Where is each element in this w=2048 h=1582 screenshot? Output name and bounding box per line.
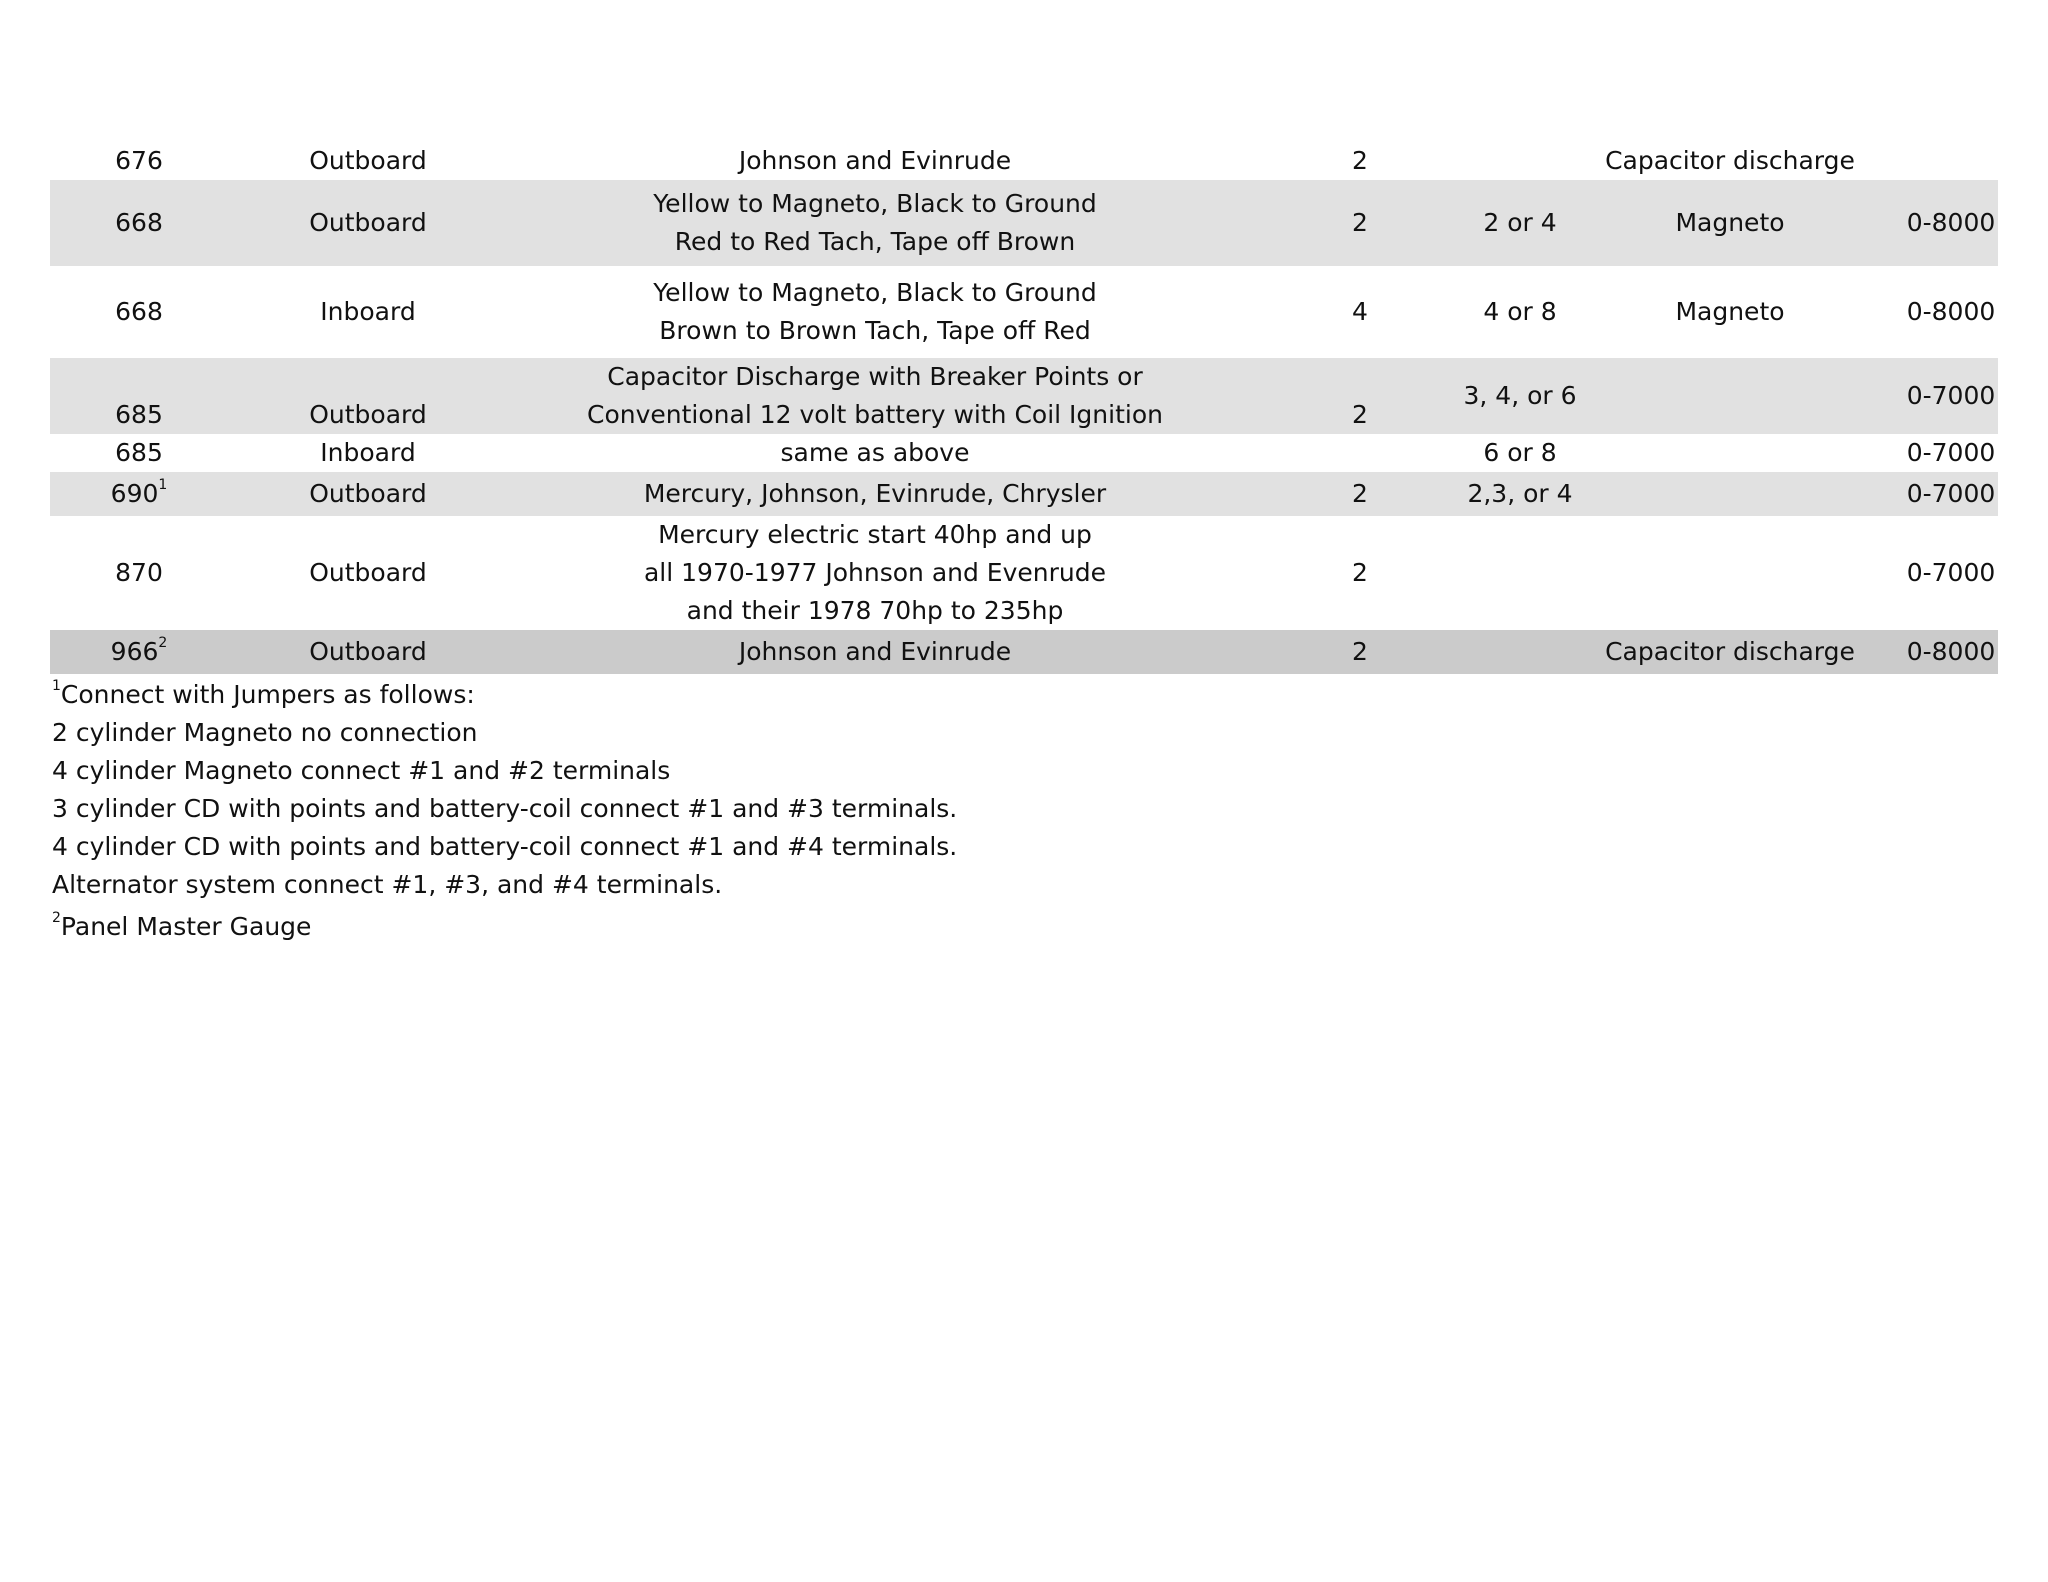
footnote-marker: 2 [52, 909, 61, 926]
model-number: 685 [115, 438, 163, 467]
engine-description: Yellow to Magneto, Black to Ground Brown to Brown Tach, Tape off Red [653, 278, 1097, 345]
table-row [50, 630, 1998, 674]
rpm-range: 0-7000 [1906, 438, 1996, 467]
table-row [50, 358, 1998, 434]
engine-description: Yellow to Magneto, Black to Ground Red to Red Tach, Tape off Brown [653, 189, 1097, 256]
tachometer-table [50, 142, 1998, 674]
stroke-cycle: 2 [1352, 558, 1368, 587]
model-number: 668 [115, 208, 163, 237]
cylinder-count: 4 or 8 [1483, 297, 1557, 326]
model-number: 685 [115, 400, 163, 429]
model-number: 668 [115, 297, 163, 326]
stroke-cycle: 2 [1352, 208, 1368, 237]
model-number: 676 [115, 146, 163, 175]
rpm-range: 0-8000 [1906, 208, 1996, 237]
cylinder-count: 3, 4, or 6 [1463, 381, 1577, 410]
footnote-marker: 2 [158, 634, 168, 651]
stroke-cycle: 2 [1352, 400, 1368, 429]
footnote-jumpers-title: $^1$Connect with Jumpers as follows: [52, 677, 475, 709]
ignition-type: Capacitor discharge [1605, 637, 1855, 666]
mount-type: Outboard [309, 479, 427, 508]
ignition-type: Magneto [1675, 208, 1785, 237]
ignition-type: Magneto [1675, 297, 1785, 326]
footnote-line: 3 cylinder CD with points and battery-coil connect #1 and #3 terminals. [52, 794, 958, 823]
stroke-cycle: 2 [1352, 479, 1368, 508]
engine-description: Mercury electric start 40hp and up all 1970-1977 Johnson and Evenrude and their 1978 70hp to 235hp [643, 520, 1106, 625]
model-number: $690^1$ [110, 476, 168, 508]
mount-type: Outboard [309, 208, 427, 237]
stroke-cycle: 2 [1352, 637, 1368, 666]
mount-type: Outboard [309, 400, 427, 429]
table-row [50, 142, 1998, 180]
table-row [50, 266, 1998, 358]
engine-description: Capacitor Discharge with Breaker Points or Conventional 12 volt battery with Coil Ignition [587, 362, 1163, 429]
rpm-range: 0-7000 [1906, 381, 1996, 410]
mount-type: Outboard [309, 558, 427, 587]
footnote-panel-title: $^2$Panel Master Gauge [52, 909, 312, 941]
footnote-line: 2 cylinder Magneto no connection [52, 718, 478, 747]
footnote-marker: 1 [52, 677, 61, 694]
cylinder-count: 2 or 4 [1483, 208, 1557, 237]
footnote-line: Alternator system connect #1, #3, and #4 terminals. [52, 870, 723, 899]
rpm-range: 0-7000 [1906, 479, 1996, 508]
footnote-line: 4 cylinder CD with points and battery-coil connect #1 and #4 terminals. [52, 832, 958, 861]
ignition-type: Capacitor discharge [1605, 146, 1855, 175]
mount-type: Inboard [320, 297, 416, 326]
engine-description: Johnson and Evinrude [738, 146, 1012, 175]
rpm-range: 0-8000 [1906, 297, 1996, 326]
engine-description: Mercury, Johnson, Evinrude, Chrysler [643, 479, 1107, 508]
footnote-line: 4 cylinder Magneto connect #1 and #2 terminals [52, 756, 671, 785]
rpm-range: 0-7000 [1906, 558, 1996, 587]
model-number: 870 [115, 558, 163, 587]
mount-type: Inboard [320, 438, 416, 467]
mount-type: Outboard [309, 637, 427, 666]
footnotes [52, 676, 957, 946]
engine-description: Johnson and Evinrude [738, 637, 1012, 666]
rpm-range: 0-8000 [1906, 637, 1996, 666]
footnote-marker: 1 [158, 476, 168, 493]
table-row [50, 516, 1998, 630]
stroke-cycle: 4 [1352, 297, 1368, 326]
table-row [50, 434, 1998, 472]
mount-type: Outboard [309, 146, 427, 175]
table-row [50, 180, 1998, 266]
engine-description: same as above [780, 438, 970, 467]
stroke-cycle: 2 [1352, 146, 1368, 175]
cylinder-count: 6 or 8 [1483, 438, 1557, 467]
cylinder-count: 2,3, or 4 [1467, 479, 1573, 508]
model-number: $966^2$ [110, 634, 168, 666]
table-row [50, 472, 1998, 516]
